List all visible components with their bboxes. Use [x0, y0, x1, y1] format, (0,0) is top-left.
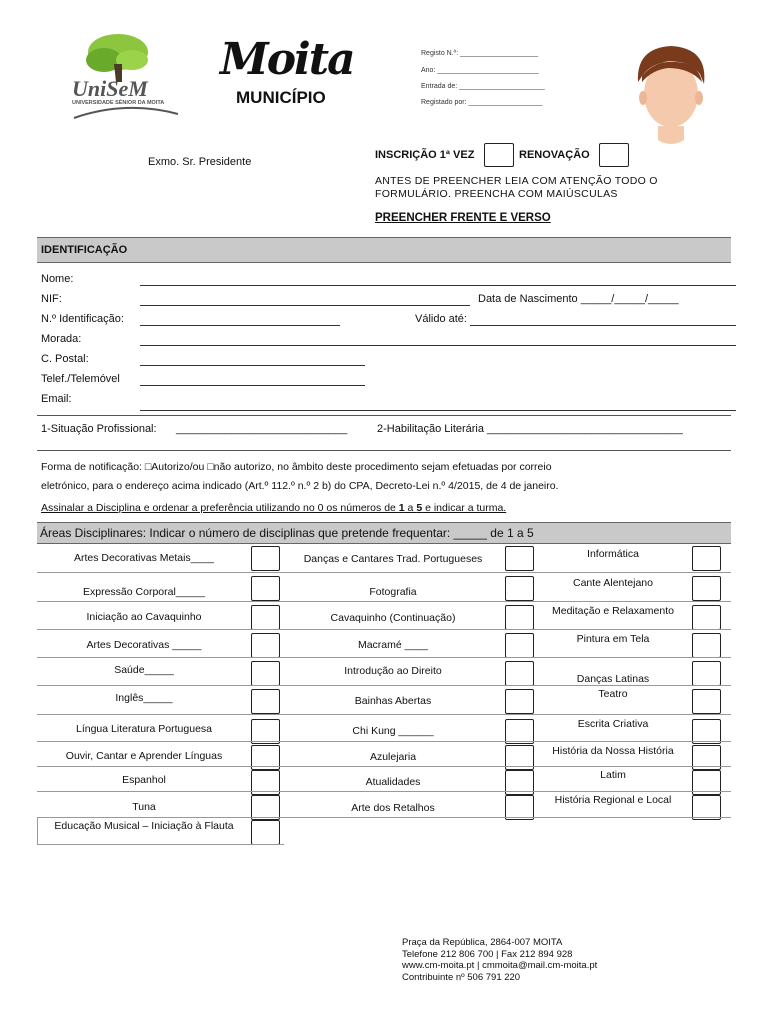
- row-divider: [37, 714, 731, 715]
- habilitacao-field[interactable]: 2-Habilitação Literária ________________________________: [377, 423, 683, 435]
- photo-placeholder[interactable]: [628, 42, 714, 150]
- identificacao-title: IDENTIFICAÇÃO: [41, 244, 128, 256]
- areas-title: Áreas Disciplinares: Indicar o número de disciplinas que pretende frequentar: _____ de 1 a 5: [40, 526, 534, 540]
- disciplina-checkbox[interactable]: [692, 661, 721, 686]
- registo-numero: Registo N.º: ____________________: [421, 50, 538, 57]
- disciplina-label: Azulejaria: [369, 751, 417, 763]
- telefone-label: Telef./Telemóvel: [41, 373, 120, 385]
- divider: [37, 450, 731, 451]
- disciplina-checkbox[interactable]: [692, 546, 721, 571]
- areas-header: [37, 522, 731, 544]
- disciplina-checkbox[interactable]: [251, 689, 280, 714]
- disciplina-label: Educação Musical – Iniciação à Flauta: [54, 820, 234, 832]
- morada-field[interactable]: [140, 345, 736, 346]
- municipio-label: MUNICÍPIO: [236, 88, 326, 107]
- email-field[interactable]: [140, 410, 736, 411]
- disciplina-label: Língua Literatura Portuguesa: [75, 723, 212, 735]
- frente-verso-notice: PREENCHER FRENTE E VERSO: [375, 212, 551, 224]
- disciplina-label: História da Nossa História: [552, 745, 674, 757]
- c-postal-field[interactable]: [140, 365, 365, 366]
- row-divider: [37, 601, 731, 602]
- disciplina-checkbox[interactable]: [251, 661, 280, 686]
- identificacao-header: [37, 237, 731, 263]
- disciplina-checkbox[interactable]: [505, 576, 534, 601]
- disciplina-label: Introdução ao Direito: [344, 665, 442, 677]
- disciplina-checkbox[interactable]: [692, 689, 721, 714]
- row-divider: [37, 685, 731, 686]
- unisem-name: UniSeM: [72, 76, 148, 101]
- row-divider: [37, 629, 731, 630]
- disciplina-label: Bainhas Abertas: [354, 695, 432, 707]
- disciplina-label: Tuna: [132, 801, 156, 813]
- nif-label: NIF:: [41, 293, 62, 305]
- disciplina-label: Artes Decorativas _____: [86, 639, 202, 651]
- addressee: Exmo. Sr. Presidente: [148, 156, 252, 168]
- instructions-line-2: FORMULÁRIO. PREENCHA COM MAIÚSCULAS: [375, 188, 618, 200]
- nome-field[interactable]: [140, 285, 736, 286]
- row-divider: [37, 791, 731, 792]
- registo-entrada: Entrada de: ______________________: [421, 83, 545, 90]
- disciplina-checkbox[interactable]: [505, 633, 534, 658]
- situacao-field[interactable]: ____________________________: [176, 423, 348, 435]
- disciplina-label: Cante Alentejano: [573, 577, 653, 589]
- unisem-logo: [66, 30, 181, 125]
- disciplina-label: História Regional e Local: [554, 794, 672, 806]
- registo-registado: Registado por: ___________________: [421, 99, 543, 106]
- disciplina-label: Informática: [587, 548, 639, 560]
- email-label: Email:: [41, 393, 72, 405]
- disciplina-checkbox[interactable]: [251, 576, 280, 601]
- footer-address: [402, 937, 597, 983]
- c-postal-label: C. Postal:: [41, 353, 89, 365]
- instruction-text: Assinalar a Disciplina e ordenar a preferência utilizando no 0 os números de: [41, 502, 399, 514]
- disciplina-checkbox[interactable]: [251, 605, 280, 630]
- disciplina-label: Expressão Corporal_____: [83, 586, 205, 598]
- registo-ano: Ano: __________________________: [421, 67, 539, 74]
- disciplina-label: Danças e Cantares Trad. Portugueses: [303, 553, 483, 565]
- row-divider: [37, 741, 731, 742]
- telefone-field[interactable]: [140, 385, 365, 386]
- grid-border: [37, 817, 284, 845]
- instruction-max: 5: [416, 502, 423, 514]
- disciplina-label: Espanhol: [122, 774, 166, 786]
- footer-line: Praça da República, 2864-007 MOITA: [402, 937, 563, 948]
- disciplina-checkbox[interactable]: [251, 546, 280, 571]
- disciplina-label: Inglês_____: [115, 692, 173, 704]
- divider: [37, 415, 731, 416]
- person-avatar-icon: [628, 42, 714, 150]
- disciplina-checkbox[interactable]: [505, 661, 534, 686]
- instructions-line-1: ANTES DE PREENCHER LEIA COM ATENÇÃO TODO O: [375, 175, 658, 187]
- disciplina-checkbox[interactable]: [692, 633, 721, 658]
- disciplina-label: Teatro: [598, 688, 628, 700]
- row-divider: [37, 572, 731, 573]
- notificacao-line-2: eletrónico, para o endereço acima indicado (Art.º 112.º n.º 2 b) do CPA, Decreto-Lei n.º 4/2015, de 4 de janeiro.: [41, 480, 559, 492]
- preferencia-instruction: [41, 502, 506, 514]
- disciplina-checkbox[interactable]: [251, 633, 280, 658]
- disciplina-checkbox[interactable]: [692, 576, 721, 601]
- valido-ate-field[interactable]: [470, 325, 736, 326]
- renovacao-checkbox[interactable]: [599, 143, 629, 167]
- disciplina-label: Fotografia: [369, 586, 417, 598]
- disciplina-checkbox[interactable]: [505, 689, 534, 714]
- disciplina-label: Iniciação ao Cavaquinho: [86, 611, 202, 623]
- disciplina-label: Chi Kung ______: [352, 725, 434, 737]
- disciplina-checkbox[interactable]: [505, 605, 534, 630]
- instruction-min: 1: [398, 502, 405, 514]
- moita-logo: [218, 34, 388, 115]
- unisem-subtitle: UNIVERSIDADE SÉNIOR DA MOITA: [72, 100, 165, 106]
- data-nascimento-field[interactable]: Data de Nascimento _____/_____/_____: [478, 293, 679, 305]
- disciplina-label: Escrita Criativa: [577, 718, 649, 730]
- disciplina-label: Macramé ____: [357, 639, 429, 651]
- disciplina-label: Atualidades: [365, 776, 421, 788]
- morada-label: Morada:: [41, 333, 82, 345]
- disciplina-label: Arte dos Retalhos: [351, 802, 435, 814]
- inscricao-label: INSCRIÇÃO 1ª VEZ: [375, 149, 475, 161]
- valido-ate-label: Válido até:: [415, 313, 467, 325]
- footer-line: Contribuinte nº 506 791 220: [402, 971, 521, 983]
- disciplina-label: Cavaquinho (Continuação): [330, 612, 456, 624]
- disciplina-label: Saúde_____: [114, 664, 174, 676]
- disciplina-label: Pintura em Tela: [576, 633, 650, 645]
- disciplina-label: Ouvir, Cantar e Aprender Línguas: [65, 750, 223, 762]
- row-divider: [37, 657, 731, 658]
- inscricao-checkbox[interactable]: [484, 143, 514, 167]
- moita-script: Moita: [220, 34, 354, 85]
- situacao-label: 1-Situação Profissional:: [41, 423, 157, 435]
- disciplina-checkbox[interactable]: [505, 546, 534, 571]
- disciplina-label: Danças Latinas: [576, 673, 650, 685]
- disciplina-label: Meditação e Relaxamento: [552, 605, 674, 617]
- notificacao-line-1: Forma de notificação: □Autorizo/ou □não autorizo, no âmbito deste procedimento sejam efetuadas por correio: [41, 461, 552, 473]
- footer-line: Telefone 212 806 700 | Fax 212 894 928: [402, 948, 573, 960]
- n-identificacao-label: N.º Identificação:: [41, 313, 124, 325]
- disciplina-label: Artes Decorativas Metais____: [73, 552, 215, 564]
- disciplina-label: Latim: [600, 769, 626, 781]
- row-divider: [37, 766, 731, 767]
- nif-field[interactable]: [140, 305, 470, 306]
- nome-label: Nome:: [41, 273, 74, 285]
- instruction-text: a: [404, 502, 417, 514]
- footer-line: www.cm-moita.pt | cmmoita@mail.cm-moita.pt: [402, 960, 598, 971]
- instruction-text: e indicar a turma.: [422, 502, 507, 514]
- n-identificacao-field[interactable]: [140, 325, 340, 326]
- disciplina-checkbox[interactable]: [692, 605, 721, 630]
- renovacao-label: RENOVAÇÃO: [519, 149, 590, 161]
